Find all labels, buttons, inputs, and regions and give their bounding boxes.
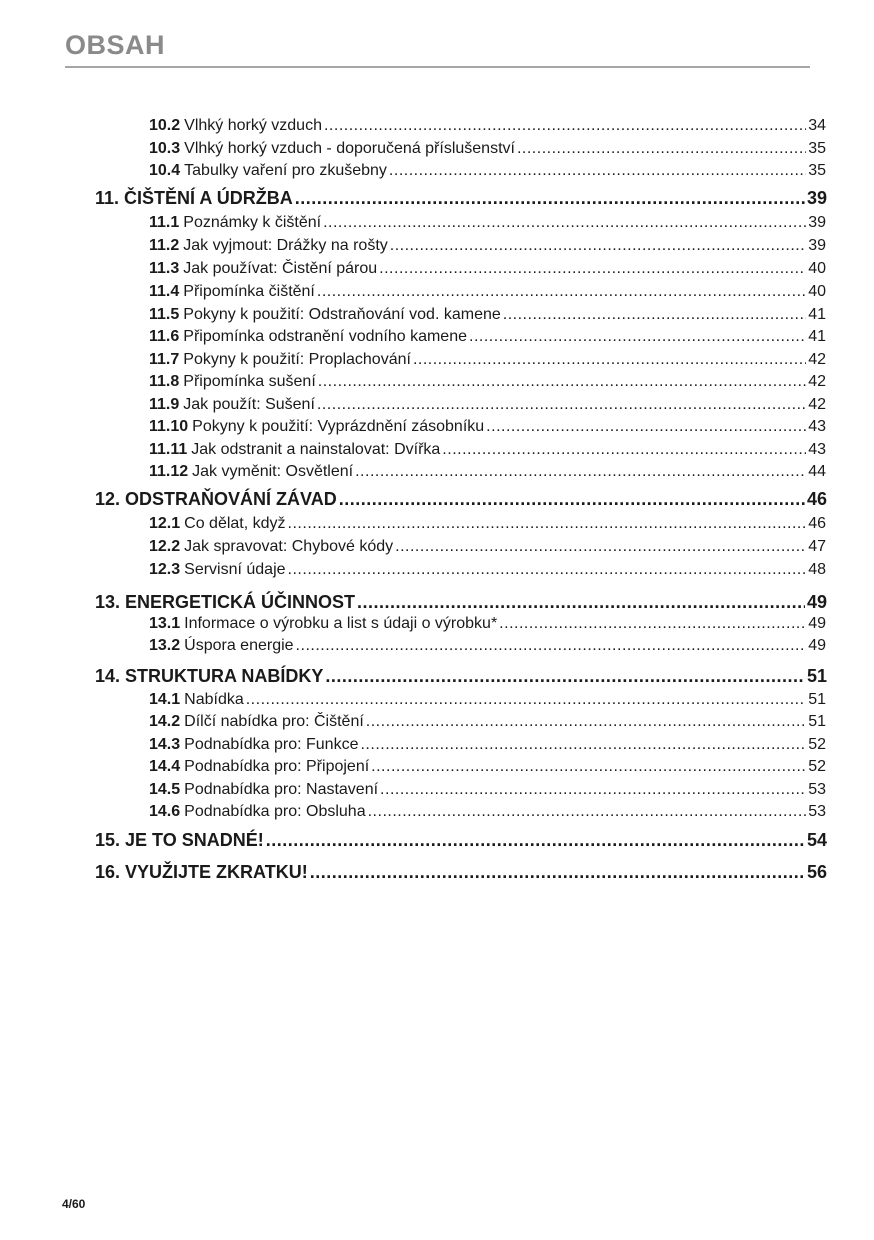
toc-entry-page: 52 <box>808 758 826 775</box>
toc-section-entry[interactable] <box>149 372 826 392</box>
toc-chapter-entry[interactable] <box>95 860 827 884</box>
toc-entry-page: 53 <box>808 803 826 820</box>
toc-entry-page: 46 <box>808 515 826 532</box>
toc-leader-dots <box>379 259 806 279</box>
toc-section-entry[interactable] <box>149 282 826 302</box>
toc-entry-label: Dílčí nabídka pro: Čištění <box>184 713 364 730</box>
toc-leader-dots <box>486 417 806 437</box>
toc-entry-number: 14.2 <box>149 713 181 730</box>
toc-entry-label: Pokyny k použití: Odstraňování vod. kamene <box>183 306 501 323</box>
toc-entry-page: 42 <box>808 373 826 390</box>
toc-entry-label: Pokyny k použití: Proplachování <box>183 351 411 368</box>
toc-leader-dots <box>296 636 807 656</box>
toc-leader-dots <box>503 305 806 325</box>
toc-entry-page: 54 <box>806 830 827 850</box>
toc-entry-number: 11.2 <box>149 237 180 254</box>
toc-leader-dots <box>295 186 805 210</box>
toc-section-entry[interactable] <box>149 735 826 755</box>
toc-leader-dots <box>442 440 806 460</box>
toc-entry-page: 42 <box>808 396 826 413</box>
page-title: OBSAH <box>65 30 166 60</box>
toc-section-entry[interactable] <box>149 690 826 710</box>
toc-leader-dots <box>266 828 805 852</box>
toc-entry-number: 11.11 <box>149 441 188 458</box>
toc-section-entry[interactable] <box>149 305 826 325</box>
toc-section-entry[interactable] <box>149 560 826 580</box>
toc-chapter-entry[interactable] <box>95 590 827 614</box>
toc-entry-page: 41 <box>808 306 826 323</box>
toc-leader-dots <box>469 327 806 347</box>
toc-section-entry[interactable] <box>149 537 826 557</box>
toc-section-entry[interactable] <box>149 417 826 437</box>
toc-leader-dots <box>389 161 806 181</box>
toc-entry-page: 39 <box>806 188 827 208</box>
toc-entry-page: 51 <box>808 691 826 708</box>
toc-leader-dots <box>499 614 806 634</box>
toc-chapter-entry[interactable] <box>95 828 827 852</box>
toc-leader-dots <box>317 395 806 415</box>
toc-entry-page: 44 <box>808 463 826 480</box>
toc-section-entry[interactable] <box>149 757 826 777</box>
toc-entry-label: Jak odstranit a nainstalovat: Dvířka <box>191 441 441 458</box>
toc-entry-label: ENERGETICKÁ ÚČINNOST <box>125 592 356 612</box>
toc-leader-dots <box>288 514 807 534</box>
toc-section-entry[interactable] <box>149 614 826 634</box>
toc-entry-page: 42 <box>808 351 826 368</box>
toc-section-entry[interactable] <box>149 780 826 800</box>
toc-entry-number: 11.6 <box>149 328 180 345</box>
toc-entry-label: Poznámky k čištění <box>183 214 322 231</box>
toc-leader-dots <box>324 116 806 136</box>
toc-entry-page: 51 <box>808 713 826 730</box>
toc-entry-number: 10.2 <box>149 117 181 134</box>
toc-entry-page: 43 <box>808 441 826 458</box>
toc-entry-page: 35 <box>808 140 826 157</box>
toc-section-entry[interactable] <box>149 712 826 732</box>
toc-entry-label: Podnabídka pro: Nastavení <box>184 781 379 798</box>
toc-entry-number: 10.3 <box>149 140 181 157</box>
toc-entry-label: Jak vyměnit: Osvětlení <box>192 463 354 480</box>
toc-entry-number: 14.6 <box>149 803 181 820</box>
toc-leader-dots <box>357 590 805 614</box>
toc-leader-dots <box>413 350 806 370</box>
toc-chapter-entry[interactable] <box>95 664 827 688</box>
toc-leader-dots <box>317 282 806 302</box>
toc-entry-number: 11.1 <box>149 214 180 231</box>
toc-entry-label: Nabídka <box>184 691 244 708</box>
toc-entry-number: 11.9 <box>149 396 180 413</box>
toc-entry-number: 14.5 <box>149 781 181 798</box>
toc-entry-number: 13. <box>95 592 121 612</box>
toc-entry-label: Podnabídka pro: Připojení <box>184 758 370 775</box>
toc-entry-page: 34 <box>808 117 826 134</box>
toc-leader-dots <box>355 462 806 482</box>
toc-section-entry[interactable] <box>149 213 826 233</box>
toc-entry-label: Pokyny k použití: Vyprázdnění zásobníku <box>192 418 485 435</box>
toc-entry-number: 11.3 <box>149 260 180 277</box>
toc-entry-page: 40 <box>808 260 826 277</box>
toc-entry-page: 49 <box>808 615 826 632</box>
toc-leader-dots <box>517 139 806 159</box>
toc-entry-number: 16. <box>95 862 121 882</box>
toc-entry-number: 11.10 <box>149 418 189 435</box>
toc-entry-page: 43 <box>808 418 826 435</box>
toc-chapter-entry[interactable] <box>95 186 827 210</box>
toc-entry-number: 12. <box>95 489 121 509</box>
toc-entry-number: 13.2 <box>149 637 181 654</box>
toc-entry-number: 11.7 <box>149 351 180 368</box>
toc-entry-label: Informace o výrobku a list s údaji o výrobku* <box>184 615 498 632</box>
toc-entry-label: ODSTRAŇOVÁNÍ ZÁVAD <box>125 489 337 509</box>
toc-entry-number: 11.5 <box>149 306 180 323</box>
toc-entry-number: 11.4 <box>149 283 180 300</box>
toc-entry-number: 12.2 <box>149 538 181 555</box>
toc-entry-label: Tabulky vaření pro zkušebny <box>184 162 387 179</box>
toc-entry-label: Co dělat, když <box>184 515 286 532</box>
toc-entry-page: 39 <box>808 214 826 231</box>
toc-entry-page: 35 <box>808 162 826 179</box>
toc-section-entry[interactable] <box>149 462 826 482</box>
toc-entry-number: 11. <box>95 188 120 208</box>
toc-leader-dots <box>310 860 805 884</box>
toc-entry-label: Připomínka odstranění vodního kamene <box>183 328 467 345</box>
toc-section-entry[interactable] <box>149 636 826 656</box>
toc-entry-label: Jak spravovat: Chybové kódy <box>184 538 394 555</box>
toc-section-entry[interactable] <box>149 116 826 136</box>
toc-entry-number: 11.8 <box>149 373 180 390</box>
toc-leader-dots <box>360 735 806 755</box>
toc-entry-number: 13.1 <box>149 615 181 632</box>
toc-entry-label: Připomínka sušení <box>183 373 316 390</box>
toc-entry-page: 49 <box>806 592 827 612</box>
toc-section-entry[interactable] <box>149 350 826 370</box>
toc-section-entry[interactable] <box>149 802 826 822</box>
toc-leader-dots <box>380 780 806 800</box>
toc-entry-number: 14.3 <box>149 736 181 753</box>
toc-entry-label: JE TO SNADNÉ! <box>125 830 264 850</box>
toc-entry-page: 39 <box>808 237 826 254</box>
toc-entry-label: Jak použít: Sušení <box>183 396 315 413</box>
toc-entry-label: Vlhký horký vzduch <box>184 117 322 134</box>
toc-entry-page: 48 <box>808 561 826 578</box>
toc-entry-number: 15. <box>95 830 121 850</box>
toc-entry-number: 11.12 <box>149 463 189 480</box>
toc-leader-dots <box>368 802 807 822</box>
toc-section-entry[interactable] <box>149 395 826 415</box>
toc-leader-dots <box>288 560 807 580</box>
toc-entry-label: STRUKTURA NABÍDKY <box>125 666 324 686</box>
toc-entry-label: Podnabídka pro: Obsluha <box>184 803 366 820</box>
toc-section-entry[interactable] <box>149 236 826 256</box>
toc-section-entry[interactable] <box>149 139 826 159</box>
toc-entry-page: 46 <box>806 489 827 509</box>
toc-section-entry[interactable] <box>149 161 826 181</box>
toc-entry-page: 47 <box>808 538 826 555</box>
toc-section-entry[interactable] <box>149 440 826 460</box>
toc-leader-dots <box>246 690 806 710</box>
toc-entry-label: ČIŠTĚNÍ A ÚDRŽBA <box>124 188 293 208</box>
toc-leader-dots <box>339 487 805 511</box>
toc-leader-dots <box>395 537 806 557</box>
toc-entry-number: 12.1 <box>149 515 181 532</box>
toc-leader-dots <box>323 213 806 233</box>
toc-entry-label: Jak vyjmout: Drážky na rošty <box>183 237 388 254</box>
toc-entry-label: Servisní údaje <box>184 561 286 578</box>
toc-entry-label: VYUŽIJTE ZKRATKU! <box>125 862 308 882</box>
toc-chapter-entry[interactable] <box>95 487 827 511</box>
toc-leader-dots <box>366 712 806 732</box>
toc-entry-number: 14.1 <box>149 691 181 708</box>
toc-entry-label: Jak používat: Čistění párou <box>183 260 378 277</box>
page-number: 4/60 <box>62 1197 86 1211</box>
toc-section-entry[interactable] <box>149 514 826 534</box>
toc-entry-number: 10.4 <box>149 162 181 179</box>
toc-entry-label: Podnabídka pro: Funkce <box>184 736 359 753</box>
toc-leader-dots <box>390 236 806 256</box>
toc-entry-page: 51 <box>806 666 827 686</box>
toc-entry-page: 56 <box>806 862 827 882</box>
toc-entry-number: 14. <box>95 666 121 686</box>
toc-entry-page: 41 <box>808 328 826 345</box>
toc-leader-dots <box>325 664 805 688</box>
toc-entry-page: 40 <box>808 283 826 300</box>
toc-entry-label: Úspora energie <box>184 637 294 654</box>
toc-entry-number: 12.3 <box>149 561 181 578</box>
toc-section-entry[interactable] <box>149 327 826 347</box>
toc-entry-page: 52 <box>808 736 826 753</box>
toc-entry-label: Připomínka čištění <box>183 283 315 300</box>
toc-entry-label: Vlhký horký vzduch - doporučená příslušenství <box>184 140 515 157</box>
toc-section-entry[interactable] <box>149 259 826 279</box>
toc-entry-page: 49 <box>808 637 826 654</box>
toc-leader-dots <box>371 757 806 777</box>
toc-entry-page: 53 <box>808 781 826 798</box>
toc-entry-number: 14.4 <box>149 758 181 775</box>
toc-leader-dots <box>318 372 806 392</box>
